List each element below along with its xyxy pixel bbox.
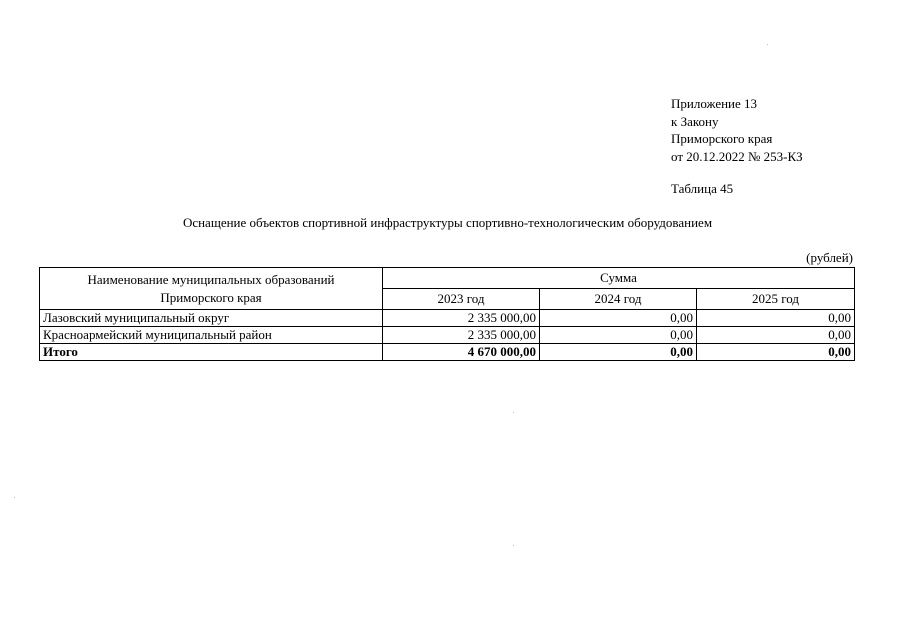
appendix-line-2: к Закону [671,113,719,129]
scan-speck [14,497,15,498]
scan-speck [513,412,514,413]
total-label: Итого [40,344,383,361]
total-value-2024: 0,00 [540,344,697,361]
header-sum: Сумма [383,268,855,289]
row-municipality: Лазовский муниципальный округ [40,310,383,327]
row-value-2024: 0,00 [540,310,697,327]
row-value-2024: 0,00 [540,327,697,344]
table-number: Таблица 45 [671,181,734,196]
appendix-line-1: Приложение 13 [671,96,758,111]
row-value-2025: 0,00 [697,310,855,327]
table-row [40,310,855,327]
total-value-2025: 0,00 [697,344,855,361]
document-title: Оснащение объектов спортивной инфраструктуры спортивно-технологическим оборудованием [182,215,713,230]
scan-speck [513,545,514,546]
row-value-2025: 0,00 [697,327,855,344]
header-municipality-line-2: Приморского края [160,289,262,305]
header-year-2024: 2024 год [540,289,697,310]
scan-speck [767,44,768,45]
row-municipality: Красноармейский муниципальный район [40,327,383,344]
appendix-block [671,95,803,165]
header-year-2023: 2023 год [383,289,540,310]
appendix-line-4: от 20.12.2022 № 253-КЗ [671,148,803,164]
appendix-line-3: Приморского края [671,131,773,146]
header-municipality [40,268,383,310]
table-row [40,327,855,344]
table-total-row [40,344,855,361]
units-label: (рублей) [806,250,853,265]
allocation-table [39,267,855,361]
header-municipality-line-1: Наименование муниципальных образований [87,271,335,287]
total-value-2023: 4 670 000,00 [383,344,540,361]
header-year-2025: 2025 год [697,289,855,310]
row-value-2023: 2 335 000,00 [383,327,540,344]
table-header-row [40,268,855,289]
row-value-2023: 2 335 000,00 [383,310,540,327]
